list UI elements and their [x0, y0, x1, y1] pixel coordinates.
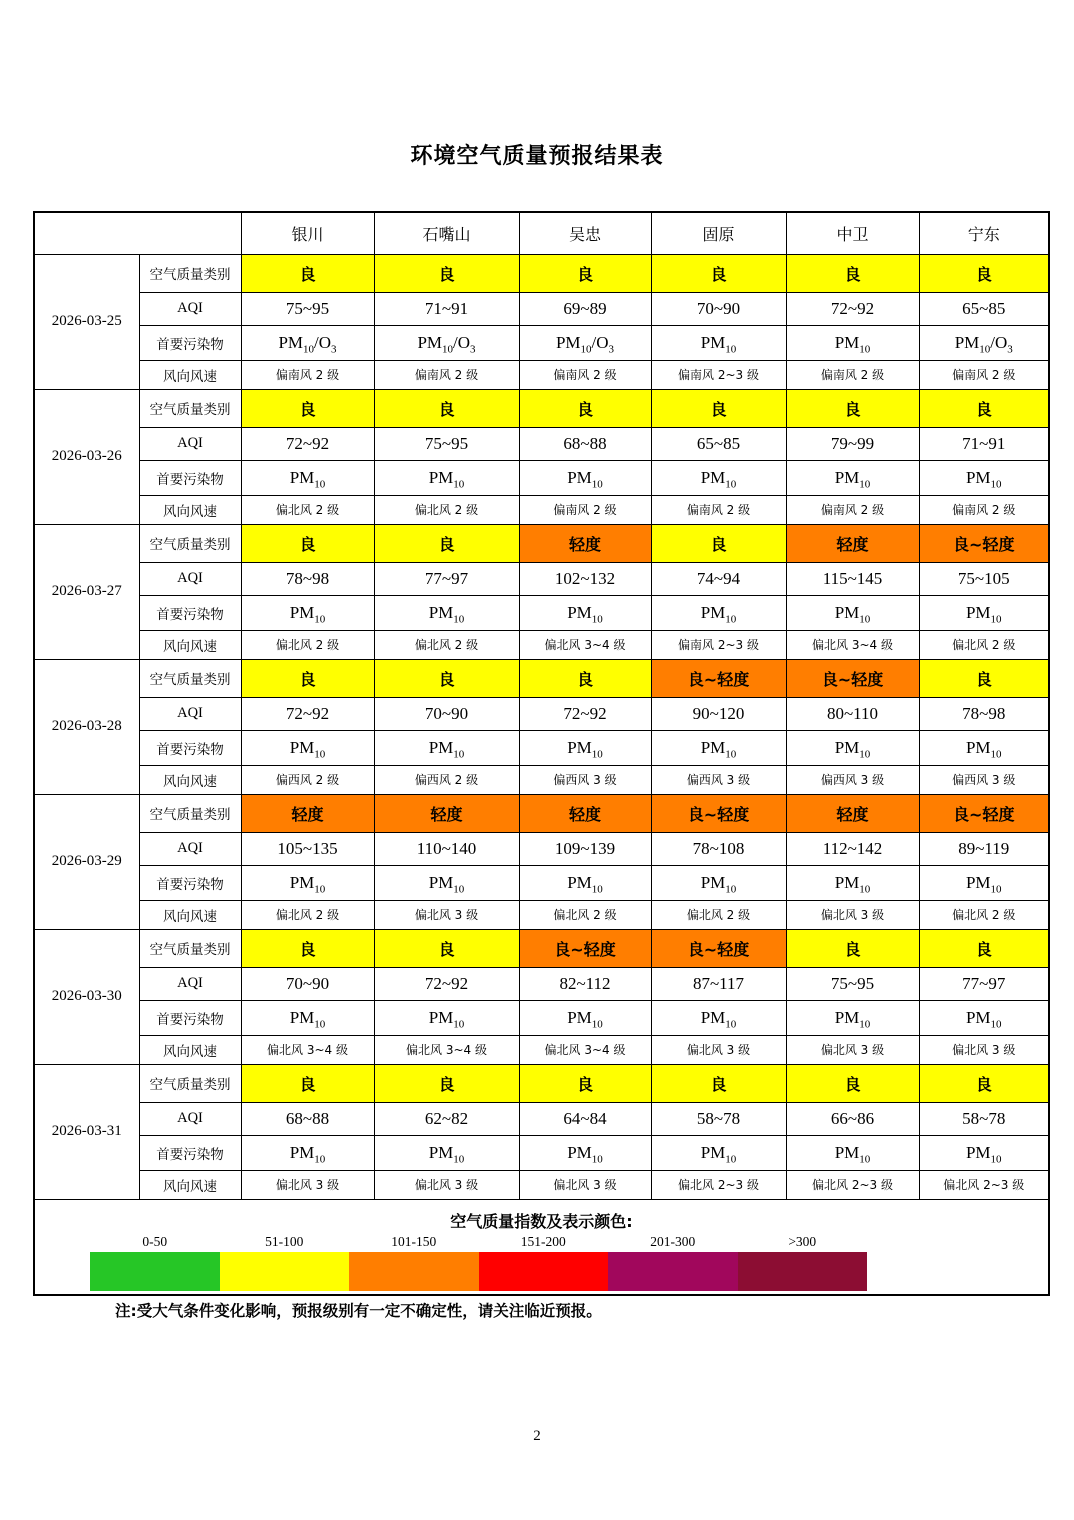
aqi-cell: 70~90 [374, 697, 519, 730]
wind-cell: 偏北风 3 级 [919, 1035, 1049, 1064]
pollutant-cell: $PM_{10}$ [786, 865, 919, 900]
wind-cell: 偏南风 2 级 [651, 495, 786, 524]
aqi-cell: 78~98 [919, 697, 1049, 730]
page-title: 环境空气质量预报结果表 [410, 144, 664, 169]
wind-cell: 偏北风 2~3 级 [786, 1170, 919, 1199]
aqi-cell: 72~92 [786, 292, 919, 325]
city-header: 中卫 [786, 212, 919, 254]
pollutant-cell: $PM_{10}$ [519, 595, 651, 630]
table-row [34, 765, 1049, 794]
pollutant-cell: $PM_{10}$ [519, 1000, 651, 1035]
category-cell: 良 [919, 254, 1049, 292]
table-row [34, 730, 1049, 765]
aqi-cell: 68~88 [241, 1102, 374, 1135]
category-cell: 良 [651, 524, 786, 562]
category-cell: 良 [651, 254, 786, 292]
pollutant-cell: $PM_{10}$ [374, 1000, 519, 1035]
category-cell: 良 [241, 929, 374, 967]
aqi-cell: 115~145 [786, 562, 919, 595]
corner-cell [34, 212, 241, 254]
row-label: 空气质量类别 [139, 524, 241, 562]
city-header: 宁东 [919, 212, 1049, 254]
wind-cell: 偏北风 3~4 级 [519, 630, 651, 659]
date-cell: 2026-03-26 [34, 389, 139, 524]
legend-item [349, 1234, 479, 1291]
aqi-cell: 68~88 [519, 427, 651, 460]
aqi-cell: 72~92 [241, 697, 374, 730]
category-cell: 良~轻度 [919, 794, 1049, 832]
table-row [34, 697, 1049, 730]
row-label: AQI [139, 967, 241, 1000]
category-cell: 良 [786, 254, 919, 292]
aqi-cell: 110~140 [374, 832, 519, 865]
category-cell: 良 [374, 659, 519, 697]
category-cell: 良 [651, 389, 786, 427]
category-cell: 良 [241, 254, 374, 292]
aqi-cell: 66~86 [786, 1102, 919, 1135]
aqi-cell: 75~105 [919, 562, 1049, 595]
pollutant-cell: $PM_{10}$ [519, 730, 651, 765]
row-label: 首要污染物 [139, 595, 241, 630]
pollutant-cell: $PM_{10}$ [241, 865, 374, 900]
wind-cell: 偏北风 2 级 [919, 900, 1049, 929]
category-cell: 良 [519, 389, 651, 427]
wind-cell: 偏南风 2 级 [519, 495, 651, 524]
page-number: 2 [533, 1428, 541, 1444]
wind-cell: 偏北风 3~4 级 [786, 630, 919, 659]
pollutant-cell: $PM_{10}$ [786, 595, 919, 630]
pollutant-cell: $PM_{10}$ [651, 865, 786, 900]
category-cell: 良 [651, 1064, 786, 1102]
legend-row [34, 1199, 1049, 1295]
wind-cell: 偏西风 3 级 [786, 765, 919, 794]
pollutant-cell: $PM_{10}$ [241, 1135, 374, 1170]
aqi-cell: 69~89 [519, 292, 651, 325]
pollutant-cell: $PM_{10}$ [374, 730, 519, 765]
table-row [34, 1135, 1049, 1170]
table-row [34, 630, 1049, 659]
category-cell: 良~轻度 [651, 929, 786, 967]
wind-cell: 偏北风 3 级 [786, 900, 919, 929]
category-cell: 良 [374, 389, 519, 427]
category-cell: 良 [919, 389, 1049, 427]
pollutant-cell: $PM_{10}$ [919, 460, 1049, 495]
row-label: 首要污染物 [139, 460, 241, 495]
row-label: 空气质量类别 [139, 389, 241, 427]
aqi-cell: 78~98 [241, 562, 374, 595]
pollutant-cell: $PM_{10}$ [374, 865, 519, 900]
row-label: 空气质量类别 [139, 659, 241, 697]
row-label: 首要污染物 [139, 865, 241, 900]
row-label: AQI [139, 1102, 241, 1135]
aqi-cell: 79~99 [786, 427, 919, 460]
table-row [34, 1102, 1049, 1135]
pollutant-cell: $PM_{10}$ [241, 460, 374, 495]
date-cell: 2026-03-30 [34, 929, 139, 1064]
wind-cell: 偏南风 2~3 级 [651, 360, 786, 389]
table-row [34, 1064, 1049, 1102]
wind-cell: 偏北风 3 级 [519, 1170, 651, 1199]
wind-cell: 偏北风 3~4 级 [519, 1035, 651, 1064]
wind-cell: 偏北风 3~4 级 [241, 1035, 374, 1064]
category-cell: 良 [519, 1064, 651, 1102]
category-cell: 良~轻度 [651, 659, 786, 697]
legend-color-box [738, 1252, 868, 1291]
pollutant-cell: $PM_{10}$ [651, 325, 786, 360]
pollutant-cell: $PM_{10}/O_3$ [919, 325, 1049, 360]
aqi-cell: 72~92 [374, 967, 519, 1000]
table-row [34, 967, 1049, 1000]
aqi-cell: 75~95 [374, 427, 519, 460]
row-label: 首要污染物 [139, 325, 241, 360]
pollutant-cell: $PM_{10}$ [374, 595, 519, 630]
row-label: 空气质量类别 [139, 929, 241, 967]
aqi-cell: 72~92 [241, 427, 374, 460]
row-label: AQI [139, 562, 241, 595]
wind-cell: 偏北风 2 级 [651, 900, 786, 929]
row-label: 空气质量类别 [139, 1064, 241, 1102]
aqi-cell: 70~90 [651, 292, 786, 325]
aqi-cell: 109~139 [519, 832, 651, 865]
aqi-cell: 89~119 [919, 832, 1049, 865]
legend-strip [90, 1234, 1048, 1291]
aqi-cell: 72~92 [519, 697, 651, 730]
legend-item [90, 1234, 220, 1291]
legend-range-label: 0-50 [142, 1233, 168, 1249]
pollutant-cell: $PM_{10}$ [786, 730, 919, 765]
category-cell: 良~轻度 [519, 929, 651, 967]
aqi-cell: 65~85 [651, 427, 786, 460]
pollutant-cell: $PM_{10}$ [651, 1135, 786, 1170]
category-cell: 良 [374, 254, 519, 292]
pollutant-cell: $PM_{10}$ [374, 460, 519, 495]
category-cell: 良 [786, 929, 919, 967]
category-cell: 良 [241, 389, 374, 427]
pollutant-cell: $PM_{10}$ [241, 1000, 374, 1035]
aqi-cell: 82~112 [519, 967, 651, 1000]
aqi-cell: 71~91 [374, 292, 519, 325]
category-cell: 轻度 [519, 524, 651, 562]
aqi-cell: 87~117 [651, 967, 786, 1000]
pollutant-cell: $PM_{10}$ [651, 1000, 786, 1035]
date-cell: 2026-03-29 [34, 794, 139, 929]
pollutant-cell: $PM_{10}$ [919, 730, 1049, 765]
wind-cell: 偏北风 2 级 [241, 495, 374, 524]
category-cell: 良 [374, 1064, 519, 1102]
table-row [34, 325, 1049, 360]
pollutant-cell: $PM_{10}$ [651, 595, 786, 630]
footnote: 注:受大气条件变化影响，预报级别有一定不确定性，请关注临近预报。 [115, 1302, 602, 1320]
legend-cell [34, 1199, 1049, 1295]
legend-range-label: 101-150 [391, 1233, 437, 1249]
legend-color-box [220, 1252, 350, 1291]
header-row [34, 212, 1049, 254]
aqi-cell: 75~95 [241, 292, 374, 325]
table-row [34, 495, 1049, 524]
table-row [34, 659, 1049, 697]
aqi-cell: 77~97 [919, 967, 1049, 1000]
pollutant-cell: $PM_{10}$ [519, 1135, 651, 1170]
category-cell: 良 [519, 659, 651, 697]
date-cell: 2026-03-25 [34, 254, 139, 389]
category-cell: 良 [241, 659, 374, 697]
wind-cell: 偏南风 2~3 级 [651, 630, 786, 659]
aqi-cell: 64~84 [519, 1102, 651, 1135]
table-row [34, 595, 1049, 630]
wind-cell: 偏北风 3 级 [241, 1170, 374, 1199]
wind-cell: 偏北风 3 级 [374, 1170, 519, 1199]
wind-cell: 偏北风 3 级 [786, 1035, 919, 1064]
table-row [34, 832, 1049, 865]
category-cell: 良~轻度 [919, 524, 1049, 562]
aqi-cell: 78~108 [651, 832, 786, 865]
pollutant-cell: $PM_{10}/O_3$ [519, 325, 651, 360]
table-row [34, 900, 1049, 929]
aqi-cell: 80~110 [786, 697, 919, 730]
date-cell: 2026-03-31 [34, 1064, 139, 1199]
row-label: 风向风速 [139, 900, 241, 929]
wind-cell: 偏西风 3 级 [519, 765, 651, 794]
wind-cell: 偏西风 2 级 [374, 765, 519, 794]
aqi-cell: 71~91 [919, 427, 1049, 460]
legend-item [608, 1234, 738, 1291]
table-row [34, 1035, 1049, 1064]
category-cell: 良 [374, 524, 519, 562]
category-cell: 良 [919, 659, 1049, 697]
aqi-cell: 75~95 [786, 967, 919, 1000]
category-cell: 良~轻度 [786, 659, 919, 697]
category-cell: 良~轻度 [651, 794, 786, 832]
legend-color-box [608, 1252, 738, 1291]
category-cell: 良 [786, 389, 919, 427]
table-row [34, 794, 1049, 832]
wind-cell: 偏北风 3 级 [374, 900, 519, 929]
pollutant-cell: $PM_{10}$ [919, 865, 1049, 900]
wind-cell: 偏北风 2 级 [241, 630, 374, 659]
category-cell: 轻度 [786, 524, 919, 562]
table-row [34, 1170, 1049, 1199]
aqi-cell: 58~78 [651, 1102, 786, 1135]
row-label: 首要污染物 [139, 1135, 241, 1170]
legend-item [220, 1234, 350, 1291]
wind-cell: 偏北风 2~3 级 [651, 1170, 786, 1199]
table-row [34, 929, 1049, 967]
city-header: 石嘴山 [374, 212, 519, 254]
table-row [34, 524, 1049, 562]
wind-cell: 偏南风 2 级 [241, 360, 374, 389]
category-cell: 轻度 [241, 794, 374, 832]
table-row [34, 360, 1049, 389]
row-label: 空气质量类别 [139, 254, 241, 292]
legend-color-box [90, 1252, 220, 1291]
table-row [34, 292, 1049, 325]
legend-color-box [479, 1252, 609, 1291]
city-header: 银川 [241, 212, 374, 254]
category-cell: 轻度 [786, 794, 919, 832]
row-label: 首要污染物 [139, 730, 241, 765]
pollutant-cell: $PM_{10}$ [651, 460, 786, 495]
aqi-cell: 105~135 [241, 832, 374, 865]
row-label: 空气质量类别 [139, 794, 241, 832]
aqi-cell: 62~82 [374, 1102, 519, 1135]
aqi-cell: 90~120 [651, 697, 786, 730]
table-row [34, 562, 1049, 595]
wind-cell: 偏南风 2 级 [786, 495, 919, 524]
legend-item [479, 1234, 609, 1291]
table-row [34, 254, 1049, 292]
aqi-cell: 58~78 [919, 1102, 1049, 1135]
row-label: 风向风速 [139, 360, 241, 389]
pollutant-cell: $PM_{10}$ [374, 1135, 519, 1170]
table-row [34, 427, 1049, 460]
pollutant-cell: $PM_{10}/O_3$ [241, 325, 374, 360]
pollutant-cell: $PM_{10}$ [651, 730, 786, 765]
aqi-cell: 102~132 [519, 562, 651, 595]
aqi-cell: 70~90 [241, 967, 374, 1000]
pollutant-cell: $PM_{10}/O_3$ [374, 325, 519, 360]
legend-item [738, 1234, 868, 1291]
legend-color-box [349, 1252, 479, 1291]
pollutant-cell: $PM_{10}$ [919, 595, 1049, 630]
pollutant-cell: $PM_{10}$ [519, 460, 651, 495]
row-label: 风向风速 [139, 765, 241, 794]
wind-cell: 偏南风 2 级 [519, 360, 651, 389]
category-cell: 良 [241, 1064, 374, 1102]
wind-cell: 偏北风 2~3 级 [919, 1170, 1049, 1199]
wind-cell: 偏北风 3~4 级 [374, 1035, 519, 1064]
wind-cell: 偏北风 3 级 [651, 1035, 786, 1064]
pollutant-cell: $PM_{10}$ [519, 865, 651, 900]
row-label: AQI [139, 832, 241, 865]
row-label: 风向风速 [139, 1035, 241, 1064]
pollutant-cell: $PM_{10}$ [786, 1000, 919, 1035]
legend-range-label: 151-200 [520, 1233, 566, 1249]
category-cell: 良 [374, 929, 519, 967]
legend-range-label: 51-100 [265, 1233, 304, 1249]
wind-cell: 偏南风 2 级 [919, 360, 1049, 389]
wind-cell: 偏西风 3 级 [919, 765, 1049, 794]
category-cell: 轻度 [374, 794, 519, 832]
aqi-cell: 65~85 [919, 292, 1049, 325]
wind-cell: 偏北风 2 级 [374, 495, 519, 524]
legend-range-label: >300 [788, 1233, 817, 1249]
wind-cell: 偏西风 3 级 [651, 765, 786, 794]
legend-range-label: 201-300 [650, 1233, 696, 1249]
aqi-cell: 74~94 [651, 562, 786, 595]
pollutant-cell: $PM_{10}$ [786, 1135, 919, 1170]
table-row [34, 389, 1049, 427]
category-cell: 良 [519, 254, 651, 292]
pollutant-cell: $PM_{10}$ [786, 325, 919, 360]
category-cell: 良 [919, 929, 1049, 967]
pollutant-cell: $PM_{10}$ [919, 1000, 1049, 1035]
table-row [34, 1000, 1049, 1035]
table-row [34, 460, 1049, 495]
wind-cell: 偏北风 2 级 [919, 630, 1049, 659]
wind-cell: 偏南风 2 级 [786, 360, 919, 389]
row-label: 风向风速 [139, 1170, 241, 1199]
aqi-cell: 77~97 [374, 562, 519, 595]
date-cell: 2026-03-27 [34, 524, 139, 659]
wind-cell: 偏北风 2 级 [374, 630, 519, 659]
row-label: 风向风速 [139, 495, 241, 524]
wind-cell: 偏北风 2 级 [241, 900, 374, 929]
row-label: 风向风速 [139, 630, 241, 659]
pollutant-cell: $PM_{10}$ [241, 595, 374, 630]
forecast-table [33, 211, 1050, 1296]
table-row [34, 865, 1049, 900]
row-label: AQI [139, 292, 241, 325]
date-cell: 2026-03-28 [34, 659, 139, 794]
category-cell: 良 [241, 524, 374, 562]
aqi-cell: 112~142 [786, 832, 919, 865]
city-header: 固原 [651, 212, 786, 254]
pollutant-cell: $PM_{10}$ [786, 460, 919, 495]
row-label: AQI [139, 427, 241, 460]
wind-cell: 偏西风 2 级 [241, 765, 374, 794]
wind-cell: 偏南风 2 级 [919, 495, 1049, 524]
city-header: 吴忠 [519, 212, 651, 254]
row-label: AQI [139, 697, 241, 730]
category-cell: 轻度 [519, 794, 651, 832]
wind-cell: 偏南风 2 级 [374, 360, 519, 389]
pollutant-cell: $PM_{10}$ [241, 730, 374, 765]
category-cell: 良 [919, 1064, 1049, 1102]
wind-cell: 偏北风 2 级 [519, 900, 651, 929]
legend-title: 空气质量指数及表示颜色: [450, 1211, 633, 1231]
pollutant-cell: $PM_{10}$ [919, 1135, 1049, 1170]
row-label: 首要污染物 [139, 1000, 241, 1035]
category-cell: 良 [786, 1064, 919, 1102]
